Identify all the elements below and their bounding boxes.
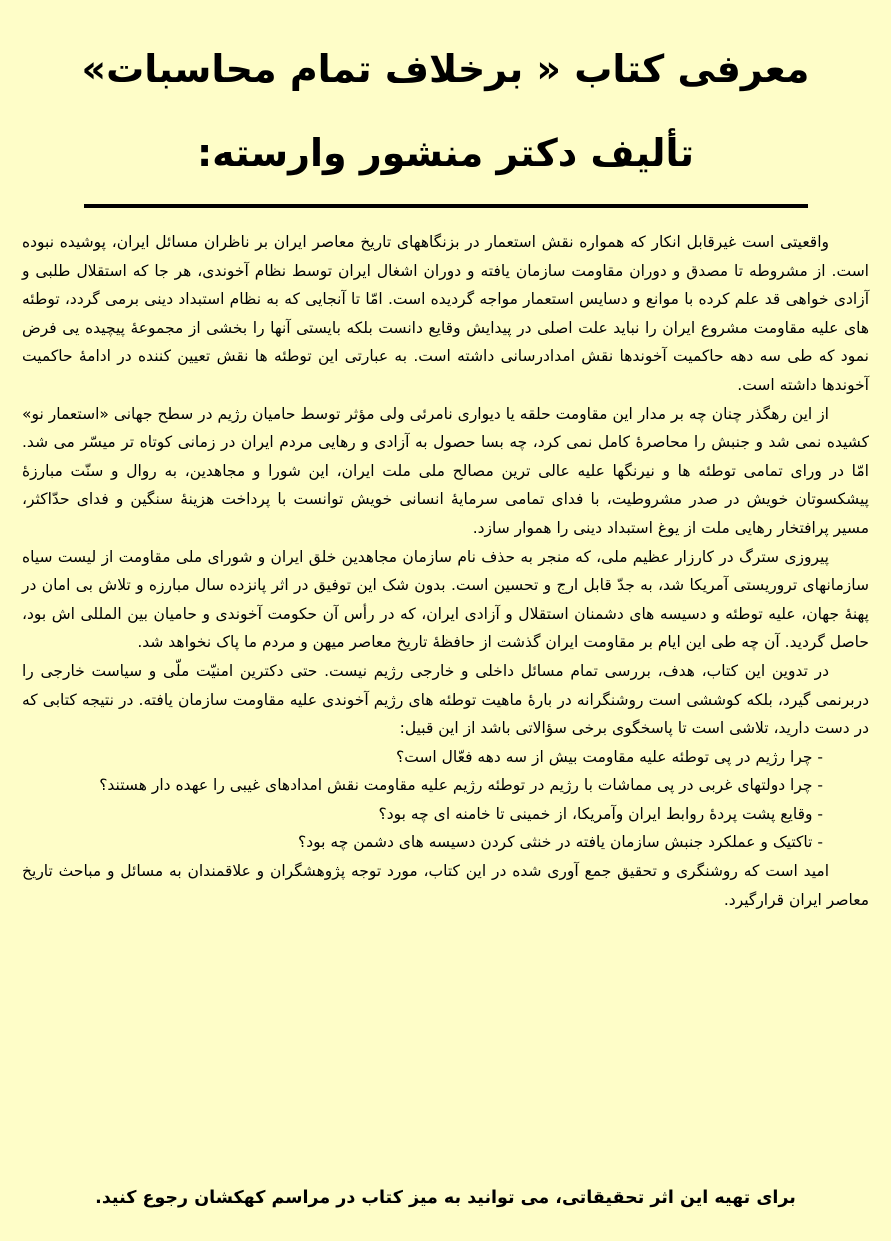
title-divider xyxy=(84,204,808,208)
paragraph-2: از این رهگذر چنان چه بر مدار این مقاومت حلقه یا دیواری نامرئی ولی مؤثر توسط حامیان رژیم در سطح جهانی «استعمار نو» کشیده نمی شد و جنبش را محاصرهٔ کامل نمی کرد، چه بسا حصول به آزادی و رهایی مردم ایران در زمانی کوتاه تر میسّر می شد. امّا در ورای تمامی توطئه ها و نیرنگها علیه عالی ترین مصالح ملی ملت ایران، این شورا و مجاهدین، به روال و سنّت مبارزهٔ پیشکسوتان خویش در صدر مشروطیت، با فدای تمامی سرمایهٔ انسانی خویش توانست با پرداخت هزینهٔ سنگین و فدای حدّاکثر، مسیر پرافتخار رهایی ملت از یوغ استبداد دینی را هموار سازد. xyxy=(22,404,869,537)
paragraph-4: در تدوین این کتاب، هدف، بررسی تمام مسائل داخلی و خارجی رژیم نیست. حتی دکترین امنیّت ملّی و سیاست خارجی را دربرنمی گیرد، بلکه کوششی است روشنگرانه در بارهٔ ماهیت توطئه های رژیم آخوندی علیه مقاومت سازمان یافته. در نتیجه کتابی که در دست دارید، تلاشی است تا پاسخگوی برخی سؤالاتی باشد از این قبیل: xyxy=(22,661,869,738)
page-title-line-1: معرفی کتاب « برخلاف تمام محاسبات» xyxy=(81,47,810,91)
question-3: - وقایع پشت پردهٔ روابط ایران وآمریکا، از خمینی تا خامنه ای چه بود؟ xyxy=(378,804,823,823)
paragraph-3: پیروزی سترگ در کارزار عظیم ملی، که منجر به حذف نام سازمان مجاهدین خلق ایران و شورای ملی مقاومت از لیست سیاه سازمانهای تروریستی آمریکا شد، به جدّ قابل ارج و تحسین است. بدون شک این توفیق در اثر پانزده سال مبارزه و تلاش بی امان در پهنهٔ جهان، علیه توطئه و دسیسه های دشمنان استقلال و آزادی ایران، که در رأس آن حکومت آخوندی و حامیان بین المللی اش بود، حاصل گردید. آن چه طی این ایام بر مقاومت ایران گذشت از حافظهٔ تاریخ معاصر میهن و مردم ما پاک نخواهد شد. xyxy=(22,547,869,652)
question-2: - چرا دولتهای غربی در پی مماشات با رژیم در توطئه رژیم علیه مقاومت نقش امدادهای غیبی را عهده دار هستند؟ xyxy=(99,776,823,795)
article-body xyxy=(22,228,869,914)
question-1: - چرا رژیم در پی توطئه علیه مقاومت بیش از سه دهه فعّال است؟ xyxy=(395,747,823,766)
closing-paragraph: امید است که روشنگری و تحقیق جمع آوری شده در این کتاب، مورد توجه پژوهشگران و علاقمندان به مسائل و مباحث تاریخ معاصر ایران قرارگیرد. xyxy=(22,862,869,909)
page-title-line-2: تألیف دکتر منشور وارسته: xyxy=(196,131,695,175)
footer-note: برای تهیه این اثر تحقیقاتی، می توانید به میز کتاب در مراسم کهکشان رجوع کنید. xyxy=(95,1188,796,1208)
question-4: - تاکتیک و عملکرد جنبش سازمان یافته در خنثی کردن دسیسه های دشمن چه بود؟ xyxy=(298,833,823,852)
paragraph-1: واقعیتی است غیرقابل انکار که همواره نقش استعمار در بزنگاههای تاریخ معاصر ایران بر ناظران مسائل ایران، پوشیده نبوده است. از مشروطه تا مصدق و دوران مقاومت سازمان یافته و دوران اشغال ایران توسط نظام آخوندی، هر جا که استقلال طلبی و آزادی خواهی قد علم کرده با موانع و دسایس استعمار مواجه گردیده است. امّا تا آنجایی که به نظام استبداد دینی برمی گردد، توطئه های علیه مقاومت مشروع ایران را نباید علت اصلی در پیدایش وقایع دانست بلکه بایستی آنها را بخشی از مجموعهٔ پیچیده یی فرض نمود که طی سه دهه حاکمیت آخوندها نقش امدادرسانی داشته است. به عبارتی این توطئه ها نقش تعیین کننده در ادامهٔ حاکمیت آخوندها داشته است. xyxy=(22,233,869,394)
